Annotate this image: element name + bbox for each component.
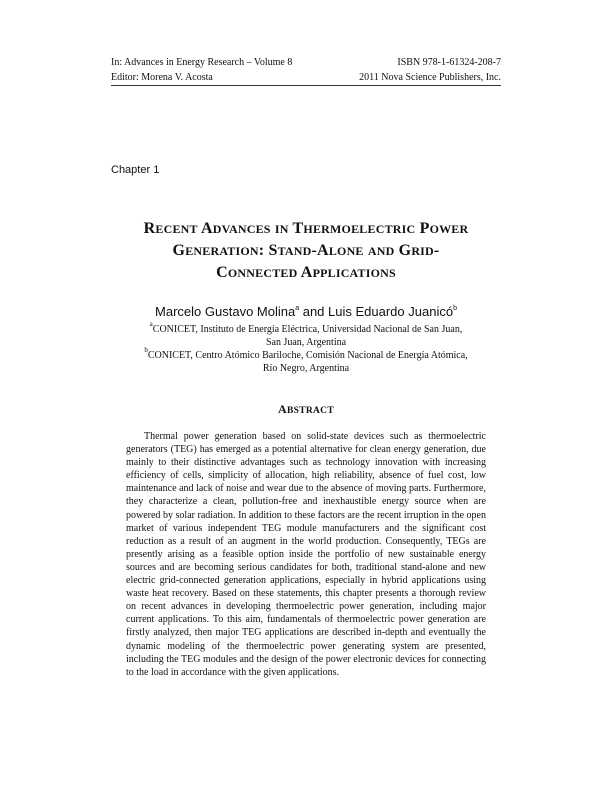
- affiliation-b-line-1: CONICET, Centro Atómico Bariloche, Comisión Nacional de Energía Atómica,: [147, 350, 468, 361]
- chapter-title: [111, 218, 501, 284]
- author-2: Luis Eduardo Juanicó: [328, 304, 454, 319]
- book-volume: In: Advances in Energy Research – Volume 8: [111, 57, 293, 68]
- publisher: 2011 Nova Science Publishers, Inc.: [359, 72, 501, 83]
- affiliation-a-mark: a: [149, 320, 153, 328]
- affiliation-b-line-2: Río Negro, Argentina: [262, 363, 350, 374]
- isbn: ISBN 978-1-61324-208-7: [397, 57, 501, 68]
- author-1-affil-mark: a: [295, 305, 300, 312]
- title-line-1: RECENT ADVANCES IN THERMOELECTRIC POWER: [143, 220, 469, 237]
- abstract-heading-text: ABSTRACT: [278, 402, 334, 416]
- header-row-bottom: [111, 70, 501, 85]
- abstract-heading: [111, 402, 501, 417]
- editor: Editor: Morena V. Acosta: [111, 72, 213, 83]
- author-1: Marcelo Gustavo Molina: [155, 304, 296, 319]
- authors: [111, 304, 501, 319]
- affiliation-a: [111, 320, 501, 336]
- title-line-3: CONNECTED APPLICATIONS: [216, 264, 396, 281]
- chapter-label: Chapter 1: [111, 164, 160, 176]
- affiliation-b-mark: b: [144, 346, 148, 354]
- header-row-top: [111, 55, 501, 70]
- title-line-2: GENERATION: STAND-ALONE AND GRID-: [172, 242, 440, 259]
- affiliation-b: [111, 346, 501, 362]
- running-header: [111, 55, 501, 85]
- affiliation-a-line-1: CONICET, Instituto de Energía Eléctrica, Universidad Nacional de San Juan,: [152, 324, 463, 335]
- header-divider: [111, 85, 501, 86]
- abstract-body: Thermal power generation based on solid-state devices such as thermoelectric generators (TEG) has emerged as a potential alternative for clean energy generation, due mainly to their distinctive advantages such as technology innovation with increasing efficiency of cells, simplicity of allocation, high reliability, absence of fuel cost, low maintenance and lack of noise and wear due to the absence of moving parts. Furthermore, they characterize a clean, pollution-free and inexhaustible energy source when are powered by solar radiation. In addition to these factors are the recent irruption in the open market of various independent TEG module manufacturers and the significant cost reduction as a result of an augment in the world production. Consequently, TEGs are presently arising as a feasible option inside the portfolio of new sustainable energy sources and are becoming serious candidates for both, traditional stand-alone and new electric grid-connected generation applications, especially in hybrid applications using waste heat recovery. Based on these statements, this chapter presents a thorough review on recent advances in developing thermoelectric power generation, including major current applications. To this aim, fundamentals of thermoelectric power generation are firstly analyzed, then major TEG applications are described in-depth and eventually the dynamic modeling of the thermoelectric power generating system are presented, including the TEG modules and the design of the power electronic devices for connecting to the load in accordance with the given applications.: [126, 431, 486, 678]
- author-connector: and: [299, 304, 329, 319]
- affiliation-a-line-2: San Juan, Argentina: [265, 337, 347, 348]
- affiliations: [111, 320, 501, 375]
- author-2-affil-mark: b: [453, 305, 457, 312]
